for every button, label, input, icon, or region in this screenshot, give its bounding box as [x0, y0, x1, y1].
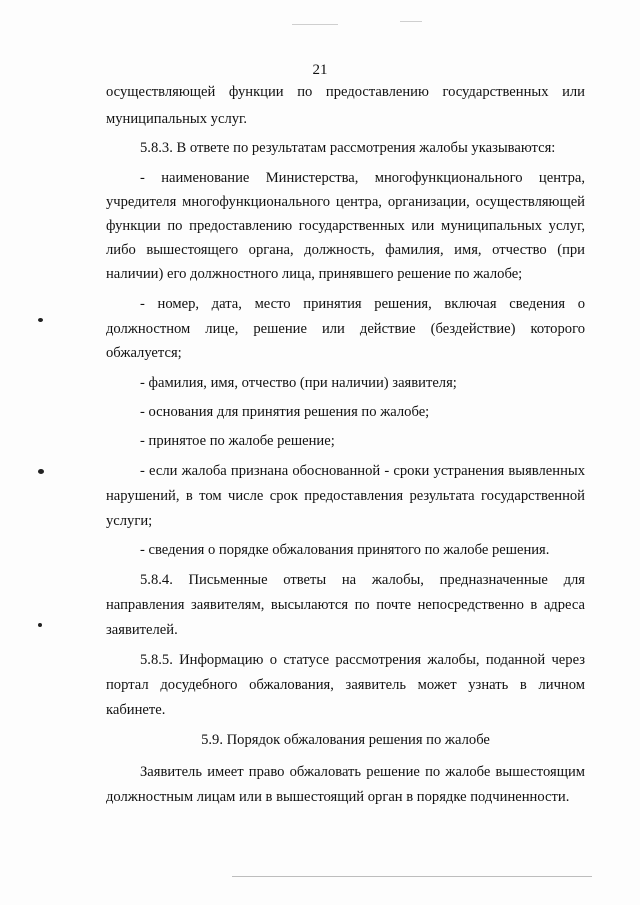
- list-item: - основания для принятия решения по жалобе;: [140, 404, 430, 420]
- text-line: наличии) его должностного лица, принявшего решение по жалобе;: [106, 266, 523, 282]
- text-line: должностным лицам или в вышестоящий орган в порядке подчиненности.: [106, 789, 570, 805]
- body-text: [106, 0, 585, 905]
- footer-line: [232, 876, 592, 877]
- text-line: - номер, дата, место принятия решения, включая сведения о: [140, 296, 585, 312]
- text-line: портал досудебного обжалования, заявитель может узнать в личном: [106, 677, 585, 693]
- text-line: осуществляющей функции по предоставлению государственных или: [106, 84, 585, 100]
- section-5-9-heading: 5.9. Порядок обжалования решения по жалобе: [201, 732, 490, 748]
- text-line: Заявитель имеет право обжаловать решение по жалобе вышестоящим: [140, 764, 585, 780]
- text-line: функции по предоставлению государственных или муниципальных услуг,: [106, 218, 585, 234]
- text-line: муниципальных услуг.: [106, 111, 248, 127]
- text-line: кабинете.: [106, 702, 166, 718]
- text-line: направления заявителям, высылаются по почте непосредственно в адреса: [106, 597, 585, 613]
- list-item: - сведения о порядке обжалования принятого по жалобе решения.: [140, 542, 550, 558]
- text-line: - наименование Министерства, многофункционального центра,: [140, 170, 585, 186]
- text-line: учредителя многофункционального центра, организации, осуществляющей: [106, 194, 585, 210]
- text-line: услуги;: [106, 513, 153, 529]
- text-line: - если жалоба признана обоснованной - сроки устранения выявленных: [140, 463, 585, 479]
- scan-speck: [38, 623, 42, 627]
- page-number: 21: [312, 62, 328, 78]
- text-line: заявителей.: [106, 622, 178, 638]
- section-5-8-3-heading: 5.8.3. В ответе по результатам рассмотрения жалобы указываются:: [140, 140, 556, 156]
- list-item: - принятое по жалобе решение;: [140, 433, 335, 449]
- section-5-8-5: 5.8.5. Информацию о статусе рассмотрения жалобы, поданной через: [140, 652, 585, 668]
- text-line: либо вышестоящего органа, должность, фамилия, имя, отчество (при: [106, 242, 585, 258]
- scan-speck: [38, 469, 44, 474]
- text-line: обжалуется;: [106, 345, 182, 361]
- list-item: - фамилия, имя, отчество (при наличии) заявителя;: [140, 375, 457, 391]
- text-line: нарушений, в том числе срок предоставления результата государственной: [106, 488, 585, 504]
- scan-speck: [38, 318, 43, 322]
- section-5-8-4: 5.8.4. Письменные ответы на жалобы, предназначенные для: [140, 572, 585, 588]
- text-line: должностном лице, решение или действие (бездействие) которого: [106, 321, 585, 337]
